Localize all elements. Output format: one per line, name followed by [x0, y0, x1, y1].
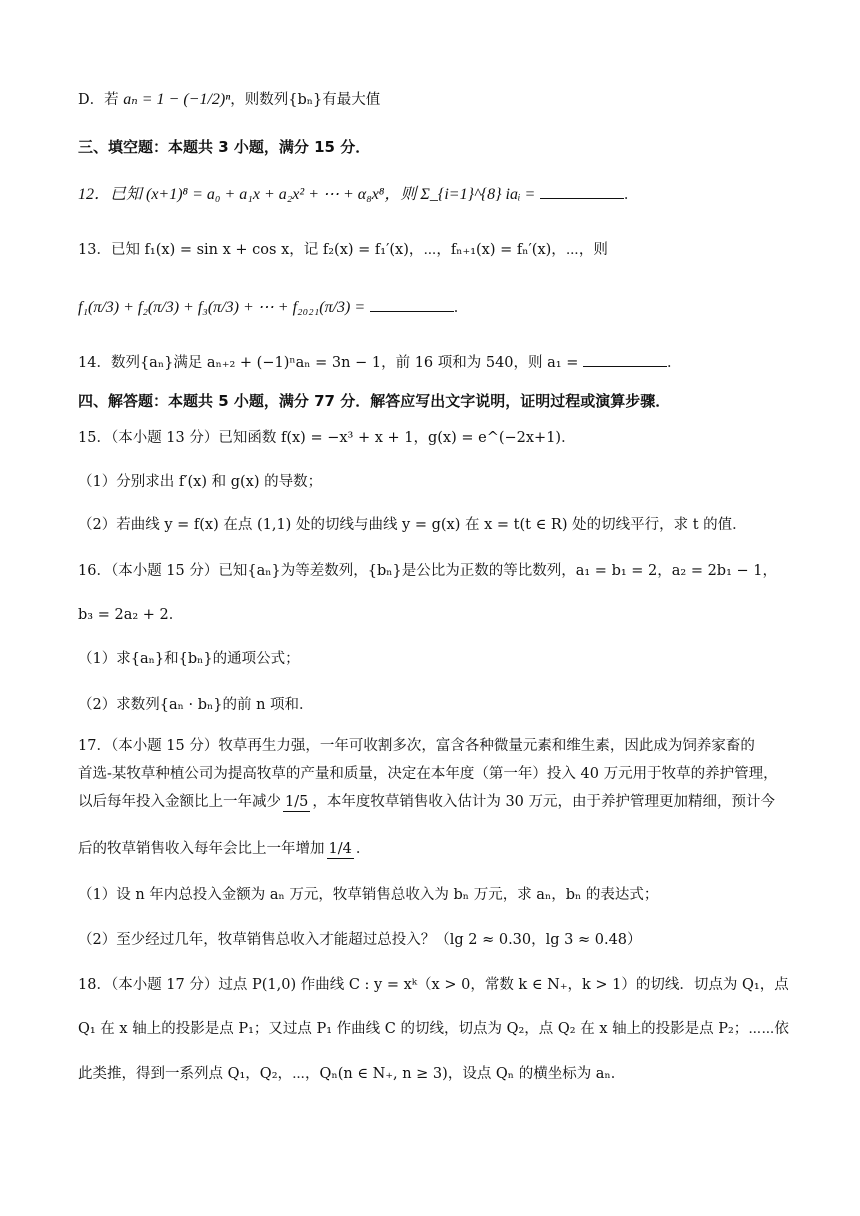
- question-18-line-2: Q₁ 在 x 轴上的投影是点 P₁；又过点 P₁ 作曲线 C 的切线，切点为 Q₂，点 Q₂ 在 x 轴上的投影是点 P₂；⋯⋯依: [78, 1021, 789, 1037]
- q14-tail: ．: [666, 355, 682, 371]
- question-17-line-2: 首选-某牧草种植公司为提高牧草的产量和质量，决定在本年度（第一年）投入 40 万元用于牧草的养护管理，: [78, 766, 778, 782]
- question-15-part-2: （2）若曲线 y = f(x) 在点 (1,1) 处的切线与曲线 y = g(x) 在 x = t(t ∈ R) 处的切线平行，求 t 的值．: [78, 517, 747, 533]
- q14-text: 14．数列{aₙ}满足 aₙ₊₂ + (−1)ⁿaₙ = 3n − 1，前 16 项和为 540，则 a₁ =: [78, 355, 579, 371]
- question-13-line1: 13．已知 f₁(x) = sin x + cos x，记 f₂(x) = f₁′(x)，⋯，fₙ₊₁(x) = fₙ′(x)，⋯，则: [78, 242, 608, 258]
- question-15-part-1: （1）分别求出 f′(x) 和 g(x) 的导数；: [78, 474, 323, 490]
- q17-line-3-a: 以后每年投入金额比上一年减少: [78, 794, 281, 810]
- q12-tail: ．: [623, 187, 639, 203]
- question-17-line-1: 17．（本小题 15 分）牧草再生力强，一年可收割多次，富含各种微量元素和维生素，因此成为饲养家畜的: [78, 738, 755, 754]
- question-17-part-1: （1）设 n 年内总投入金额为 aₙ 万元，牧草销售总收入为 bₙ 万元，求 aₙ，bₙ 的表达式；: [78, 887, 659, 903]
- fraction-text: 1/4: [328, 840, 352, 857]
- fraction-one-fifth: [283, 793, 310, 812]
- question-17-part-2: （2）至少经过几年，牧草销售总收入才能超过总投入？（lg 2 ≈ 0.30，lg 3 ≈ 0.48）: [78, 932, 642, 948]
- option-d-text: ，则数列{bₙ}有最大值: [230, 92, 381, 108]
- option-d-formula: aₙ = 1 − (−1/2)ⁿ: [123, 91, 231, 108]
- question-18-line-3: 此类推，得到一系列点 Q₁，Q₂，⋯，Qₙ(n ∈ N₊, n ≥ 3)，设点 Qₙ 的横坐标为 aₙ．: [78, 1066, 626, 1082]
- question-14: [78, 351, 800, 375]
- q13-formula: f₁(π/3) + f₂(π/3) + f₃(π/3) + ⋯ + f₂₀₂₁(π/3) =: [78, 299, 366, 316]
- q17-line-4-a: 后的牧草销售收入每年会比上一年增加: [78, 841, 325, 857]
- question-17-line-3: [78, 790, 800, 814]
- answer-blank[interactable]: [583, 352, 667, 367]
- question-16-part-2: （2）求数列{aₙ · bₙ}的前 n 项和．: [78, 697, 314, 713]
- question-16-stem-1: 16．（本小题 15 分）已知{aₙ}为等差数列，{bₙ}是公比为正数的等比数列，a₁ = b₁ = 2，a₂ = 2b₁ − 1，: [78, 563, 777, 579]
- question-17-line-4: [78, 837, 800, 861]
- q13-tail: ．: [453, 300, 469, 316]
- question-15-stem: 15．（本小题 13 分）已知函数 f(x) = −x³ + x + 1，g(x) = e^(−2x+1)．: [78, 430, 576, 446]
- option-d: [78, 88, 800, 112]
- answer-blank[interactable]: [370, 297, 454, 312]
- question-16-stem-2: b₃ = 2a₂ + 2．: [78, 607, 184, 623]
- q12-text: 12．已知 (x+1)⁸ = a₀ + a₁x + a₂x² + ⋯ + α₈x⁸，则 Σ_{i=1}^{8} iaᵢ =: [78, 186, 536, 203]
- question-13-line2: [78, 296, 800, 320]
- section-3-heading: 三、填空题：本题共 3 小题，满分 15 分．: [78, 138, 371, 156]
- question-16-part-1: （1）求{aₙ}和{bₙ}的通项公式；: [78, 651, 300, 667]
- section-4-heading: 四、解答题：本题共 5 小题，满分 77 分．解答应写出文字说明，证明过程或演算步骤．: [78, 392, 671, 410]
- question-18-line-1: 18．（本小题 17 分）过点 P(1,0) 作曲线 C : y = xᵏ（x > 0，常数 k ∈ N₊，k > 1）的切线．切点为 Q₁，点: [78, 977, 789, 993]
- question-12: [78, 183, 800, 207]
- q17-line-4-b: ．: [355, 841, 371, 857]
- q17-line-3-b: ，本年度牧草销售收入估计为 30 万元，由于养护管理更加精细，预计今: [312, 794, 776, 810]
- fraction-text: 1/5: [285, 793, 309, 810]
- answer-blank[interactable]: [540, 184, 624, 199]
- option-d-label: D．若: [78, 92, 119, 108]
- fraction-one-quarter: [327, 840, 354, 859]
